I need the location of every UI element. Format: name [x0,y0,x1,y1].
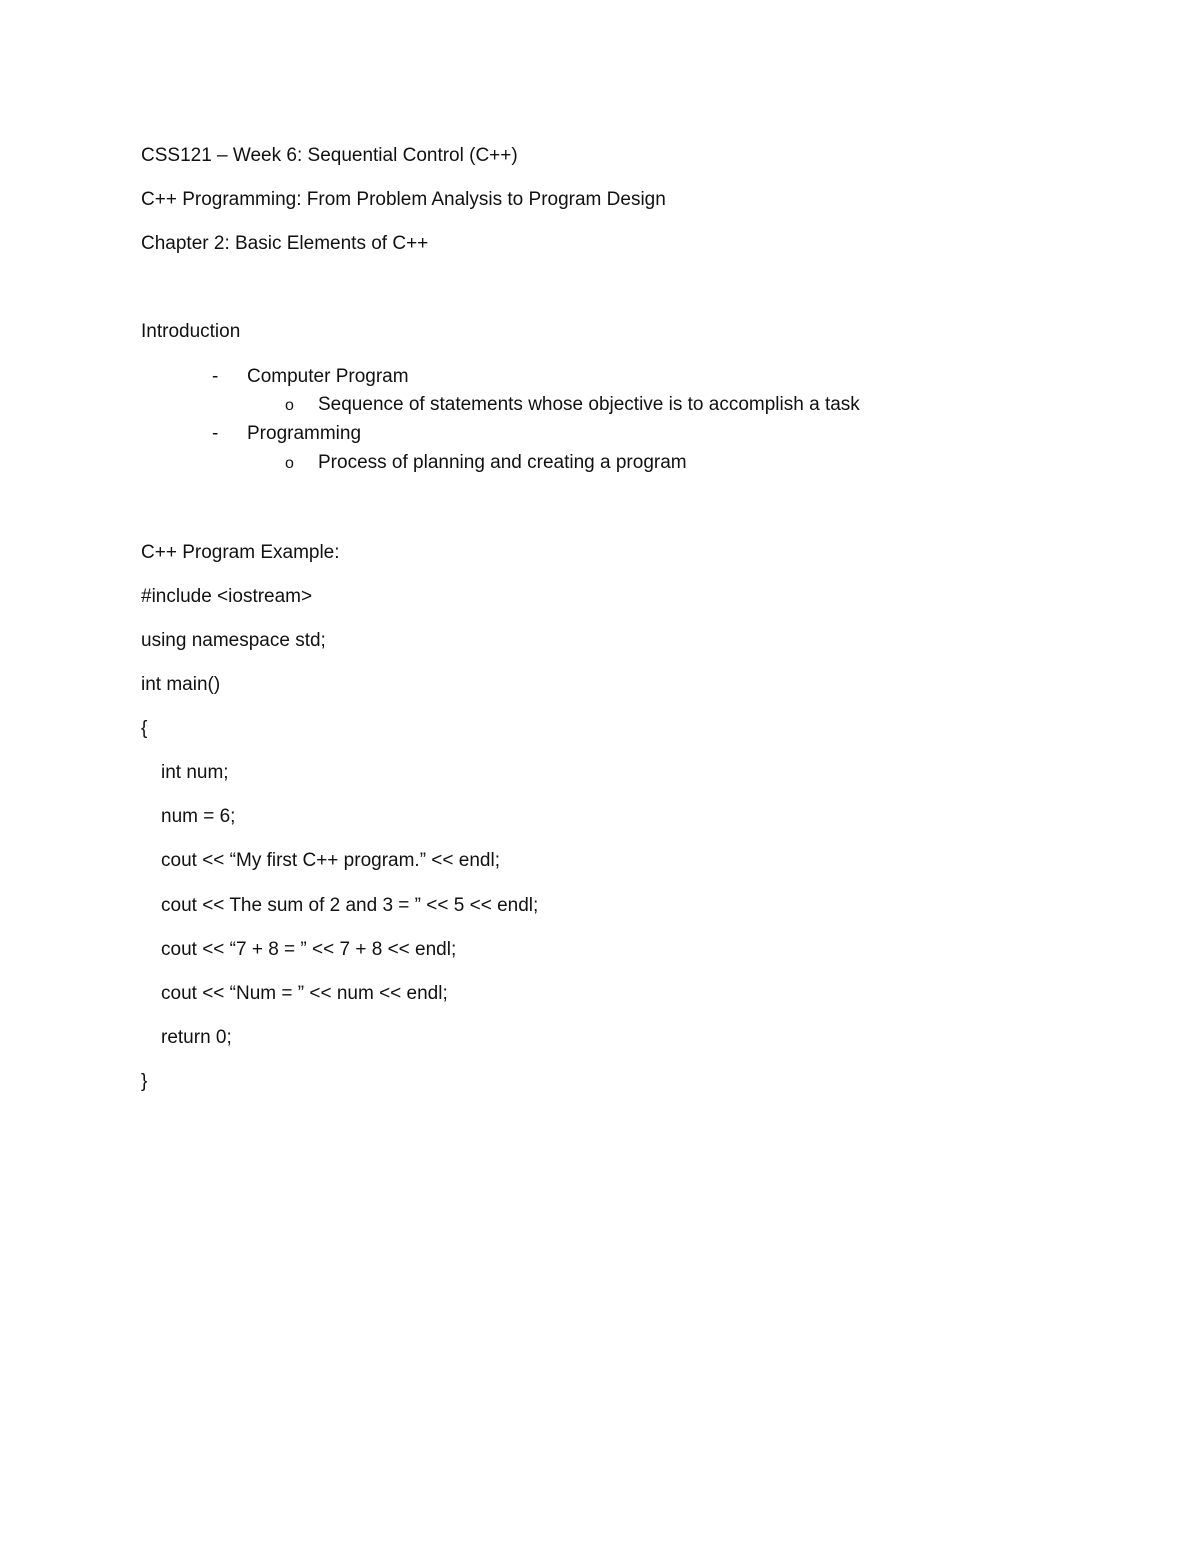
code-line: int num; [161,762,229,783]
introduction-heading: Introduction [141,321,241,342]
code-line: cout << “Num = ” << num << endl; [161,983,448,1004]
code-line: } [141,1071,148,1092]
code-line: cout << “7 + 8 = ” << 7 + 8 << endl; [161,939,457,960]
chapter-title: Chapter 2: Basic Elements of C++ [141,233,429,254]
course-title: CSS121 – Week 6: Sequential Control (C++) [141,145,518,166]
code-line: using namespace std; [141,630,326,651]
list-item: Programming [247,423,362,444]
example-heading: C++ Program Example: [141,542,340,563]
list-bullet: - [212,423,219,444]
code-line: #include <iostream> [141,586,313,607]
code-line: cout << The sum of 2 and 3 = ” << 5 << endl; [161,895,539,916]
sublist-item: Sequence of statements whose objective is to accomplish a task [318,394,860,415]
code-line: return 0; [161,1027,232,1048]
list-item: Computer Program [247,366,409,387]
code-line: cout << “My first C++ program.” << endl; [161,850,500,871]
code-line: int main() [141,674,221,695]
list-bullet: - [212,366,219,387]
sublist-bullet: o [285,397,294,414]
code-line: num = 6; [161,806,236,827]
sublist-bullet: o [285,455,294,472]
code-line: { [141,718,148,739]
book-title: C++ Programming: From Problem Analysis to Program Design [141,189,666,210]
sublist-item: Process of planning and creating a program [318,452,687,473]
